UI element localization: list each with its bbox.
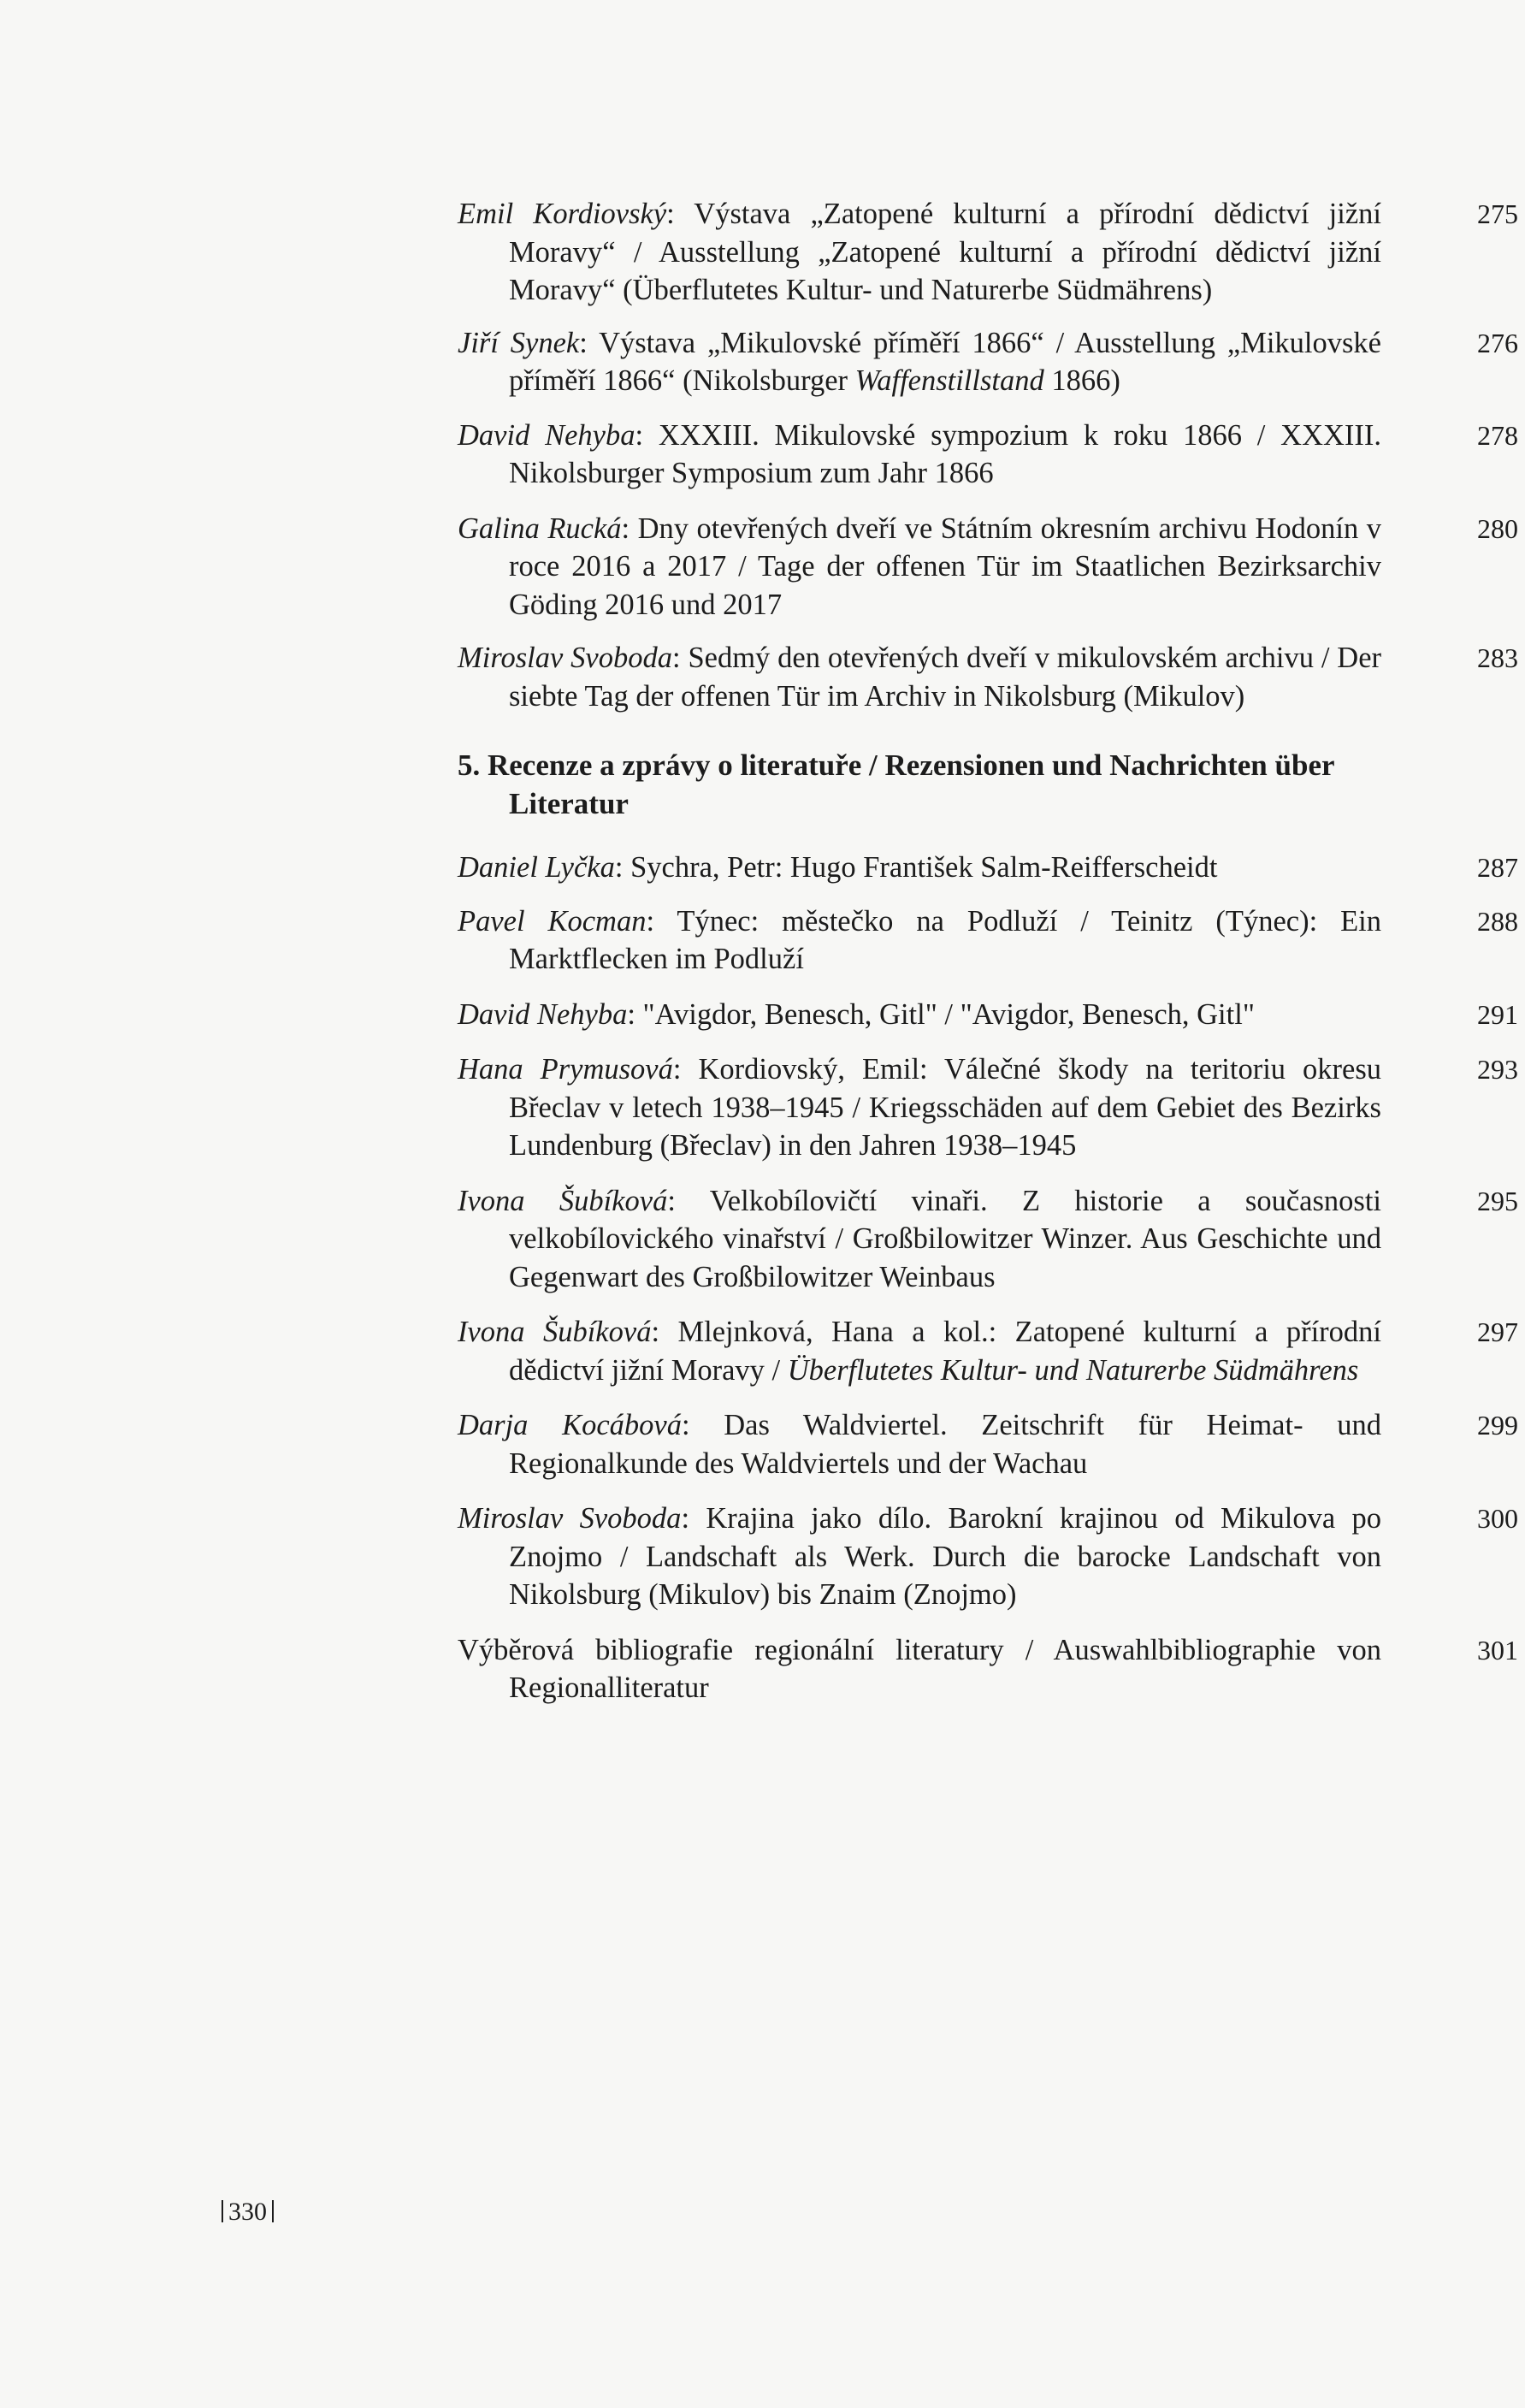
- entry-text: Darja Kocábová: Das Waldviertel. Zeitschrift für Heimat- und Regionalkunde des Waldviertels und der Wachau: [458, 1409, 1381, 1480]
- entry-title-tail: 1866): [1051, 364, 1120, 397]
- entry-page-number: 293: [1477, 1054, 1518, 1085]
- entry-title: Výstava „Zatopené kulturní a přírodní dědictví jižní Moravy“ / Ausstellung „Zatopené kulturní a přírodní dědictví jižní Moravy“ (Überflutetes Kultur- und Naturerbe Südmährens): [509, 198, 1382, 306]
- entry-author: Ivona Šubíková: [458, 1316, 652, 1348]
- entry-author: David Nehyba: [458, 418, 635, 452]
- entry-title: Týnec: městečko na Podluží / Teinitz (Týnec): Ein Marktflecken im Podluží: [509, 904, 1382, 975]
- entry-author: Miroslav Svoboda: [458, 642, 672, 674]
- entry-text: Hana Prymusová: Kordiovský, Emil: Válečné škody na teritoriu okresu Břeclav v letech 1938–1945 / Kriegsschäden auf dem Gebiet des Bezirks Lundenburg (Břeclav) in den Jahren 1938–1945: [458, 1053, 1382, 1162]
- entry-text: Miroslav Svoboda: Krajina jako dílo. Barokní krajinou od Mikulova po Znojmo / Landschaft als Werk. Durch die barocke Landschaft von Nikolsburg (Mikulov) bis Znaim (Znojmo): [458, 1502, 1382, 1611]
- entry-page-number: 291: [1477, 998, 1518, 1030]
- folio-bar-left: [222, 2200, 223, 2222]
- entry-page-number: 300: [1477, 1503, 1518, 1534]
- toc-entry[interactable]: [458, 510, 1518, 624]
- toc-entry[interactable]: [458, 1313, 1518, 1389]
- toc-entry[interactable]: [458, 1050, 1518, 1165]
- toc-entry[interactable]: [458, 1406, 1518, 1482]
- entry-text: Ivona Šubíková: Mlejnková, Hana a kol.: Zatopené kulturní a přírodní dědictví jižní Moravy / Überflutetes Kultur- und Naturerbe Südmährens: [458, 1316, 1381, 1387]
- page-number: 330: [228, 2198, 267, 2226]
- entry-page-number: 283: [1477, 642, 1518, 673]
- entry-title: Sychra, Petr: Hugo František Salm-Reifferscheidt: [630, 851, 1218, 884]
- entry-title: Mlejnková, Hana a kol.: Zatopené kulturní a přírodní dědictví jižní Moravy /: [509, 1316, 1381, 1387]
- entry-text: Jiří Synek: Výstava „Mikulovské příměří 1866“ / Ausstellung „Mikulovské příměří 1866“ (Nikolsburger Waffenstillstand 1866): [458, 326, 1381, 397]
- toc-entry[interactable]: [458, 1631, 1518, 1707]
- entry-title: Kordiovský, Emil: Válečné škody na teritoriu okresu Břeclav v letech 1938–1945 / Kriegsschäden auf dem Gebiet des Bezirks Lundenburg (Břeclav) in den Jahren 1938–1945: [509, 1053, 1382, 1162]
- entry-title: Dny otevřených dveří ve Státním okresním archivu Hodonín v roce 2016 a 2017 / Tage der offenen Tür im Staatlichen Bezirksarchiv Göding 2016 und 2017: [509, 512, 1381, 621]
- entry-author: David Nehyba: [458, 997, 628, 1031]
- toc-entry[interactable]: [458, 324, 1518, 400]
- entry-text: Daniel Lyčka: Sychra, Petr: Hugo František Salm-Reifferscheidt: [458, 851, 1218, 884]
- toc-entry[interactable]: [458, 1182, 1518, 1297]
- table-of-contents: [458, 195, 1518, 1707]
- entry-page-number: 288: [1477, 905, 1518, 937]
- toc-entry[interactable]: [458, 417, 1518, 493]
- entry-text: Emil Kordiovský: Výstava „Zatopené kulturní a přírodní dědictví jižní Moravy“ / Ausstellung „Zatopené kulturní a přírodní dědictví jižní Moravy“ (Überflutetes Kultur- und Naturerbe Südmährens): [458, 198, 1382, 306]
- entry-author: Miroslav Svoboda: [458, 1502, 682, 1535]
- entry-page-number: 276: [1477, 327, 1518, 358]
- entry-text: Galina Rucká: Dny otevřených dveří ve Státním okresním archivu Hodonín v roce 2016 a 2017 / Tage der offenen Tür im Staatlichen Bezirksarchiv Göding 2016 und 2017: [458, 512, 1381, 621]
- toc-entry[interactable]: [458, 996, 1518, 1034]
- entry-title: Krajina jako dílo. Barokní krajinou od Mikulova po Znojmo / Landschaft als Werk. Durch die barocke Landschaft von Nikolsburg (Mikulov) bis Znaim (Znojmo): [509, 1502, 1382, 1611]
- entry-text: [458, 1631, 1381, 1707]
- entry-author: Daniel Lyčka: [458, 851, 615, 884]
- entry-author: Jiří Synek: [458, 326, 580, 359]
- entry-title: Sedmý den otevřených dveří v mikulovském archivu / Der siebte Tag der offenen Tür im Archiv in Nikolsburg (Mikulov): [509, 642, 1381, 713]
- entry-title: Das Waldviertel. Zeitschrift für Heimat- und Regionalkunde des Waldviertels und der Wachau: [509, 1409, 1381, 1480]
- entry-title: "Avigdor, Benesch, Gitl" / "Avigdor, Benesch, Gitl": [642, 997, 1255, 1031]
- entry-text: Pavel Kocman: Týnec: městečko na Podluží / Teinitz (Týnec): Ein Marktflecken im Podluží: [458, 904, 1382, 975]
- toc-entry[interactable]: [458, 849, 1518, 887]
- toc-entry[interactable]: [458, 195, 1518, 310]
- entry-title-italic: Überflutetes Kultur- und Naturerbe Südmährens: [787, 1353, 1359, 1387]
- entry-title-italic: Waffenstillstand: [854, 364, 1044, 397]
- entry-page-number: 278: [1477, 419, 1518, 451]
- entry-page-number: 299: [1477, 1410, 1518, 1441]
- entry-author: Ivona Šubíková: [458, 1184, 668, 1217]
- entry-author: Pavel Kocman: [458, 904, 647, 938]
- section-heading: 5. Recenze a zprávy o literatuře / Rezensionen und Nachrichten über Literatur: [458, 748, 1334, 820]
- entry-author: Emil Kordiovský: [458, 198, 667, 230]
- page-folio: [216, 2197, 279, 2228]
- entry-title: Velkobílovičtí vinaři. Z historie a současnosti velkobílovického vinařství / Großbilowitzer Winzer. Aus Geschichte und Gegenwart des Großbilowitzer Weinbaus: [509, 1184, 1381, 1293]
- entry-page-number: 297: [1477, 1316, 1518, 1347]
- toc-entry[interactable]: [458, 639, 1518, 715]
- entry-page-number: 295: [1477, 1185, 1518, 1216]
- entry-author: Galina Rucká: [458, 512, 622, 545]
- entry-text: Miroslav Svoboda: Sedmý den otevřených dveří v mikulovském archivu / Der siebte Tag der offenen Tür im Archiv in Nikolsburg (Mikulov): [458, 642, 1381, 713]
- entry-page-number: 287: [1477, 852, 1518, 883]
- entry-author: Hana Prymusová: [458, 1053, 673, 1086]
- toc-entry[interactable]: [458, 1500, 1518, 1614]
- entry-author: Darja Kocábová: [458, 1409, 682, 1441]
- entry-page-number: 301: [1477, 1634, 1518, 1665]
- entry-text: David Nehyba: "Avigdor, Benesch, Gitl" / "Avigdor, Benesch, Gitl": [458, 997, 1255, 1031]
- entry-text: David Nehyba: XXXIII. Mikulovské sympozium k roku 1866 / XXXIII. Nikolsburger Symposium zum Jahr 1866: [458, 418, 1382, 489]
- entry-page-number: 280: [1477, 512, 1518, 544]
- folio-bar-right: [272, 2200, 274, 2222]
- entry-title: Výběrová bibliografie regionální literatury / Auswahlbibliographie von Regionalliteratur: [458, 1633, 1381, 1704]
- entry-text: Ivona Šubíková: Velkobílovičtí vinaři. Z historie a současnosti velkobílovického vinařství / Großbilowitzer Winzer. Aus Geschichte und Gegenwart des Großbilowitzer Weinbaus: [458, 1184, 1381, 1293]
- entry-title: XXXIII. Mikulovské sympozium k roku 1866 / XXXIII. Nikolsburger Symposium zum Jahr 1866: [509, 418, 1382, 489]
- toc-entry[interactable]: [458, 902, 1518, 979]
- entry-title: Výstava „Mikulovské příměří 1866“ / Ausstellung „Mikulovské příměří 1866“ (Nikolsburger: [509, 326, 1381, 397]
- entry-page-number: 275: [1477, 198, 1518, 229]
